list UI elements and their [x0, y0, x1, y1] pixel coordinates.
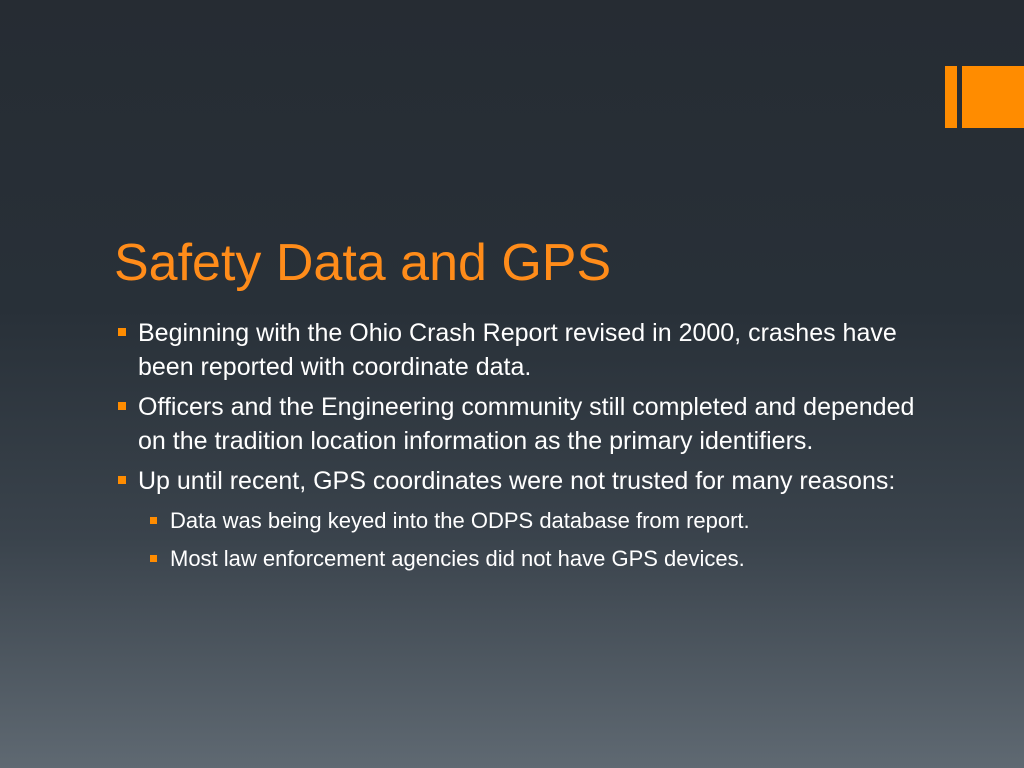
square-bullet-icon [150, 555, 157, 562]
accent-bar-thin [945, 66, 957, 128]
sub-bullet-text: Most law enforcement agencies did not have GPS devices. [170, 546, 745, 571]
bullet-text: Officers and the Engineering community still completed and depended on the tradition location information as the primary identifiers. [138, 393, 915, 455]
bullet-item [118, 464, 918, 574]
sub-bullet-item [150, 544, 918, 574]
square-bullet-icon [118, 402, 126, 410]
bullet-list [118, 316, 918, 582]
square-bullet-icon [118, 476, 126, 484]
square-bullet-icon [150, 517, 157, 524]
bullet-text: Beginning with the Ohio Crash Report revised in 2000, crashes have been reported with coordinate data. [138, 319, 897, 381]
bullet-text: Up until recent, GPS coordinates were not trusted for many reasons: [138, 467, 896, 495]
sub-bullet-text: Data was being keyed into the ODPS database from report. [170, 508, 750, 533]
bullet-item [118, 316, 918, 384]
sub-bullet-item [150, 506, 918, 536]
bullet-item [118, 390, 918, 458]
square-bullet-icon [118, 328, 126, 336]
accent-bar-square [962, 66, 1024, 128]
sub-bullet-list [138, 506, 918, 574]
slide-title: Safety Data and GPS [114, 234, 612, 292]
